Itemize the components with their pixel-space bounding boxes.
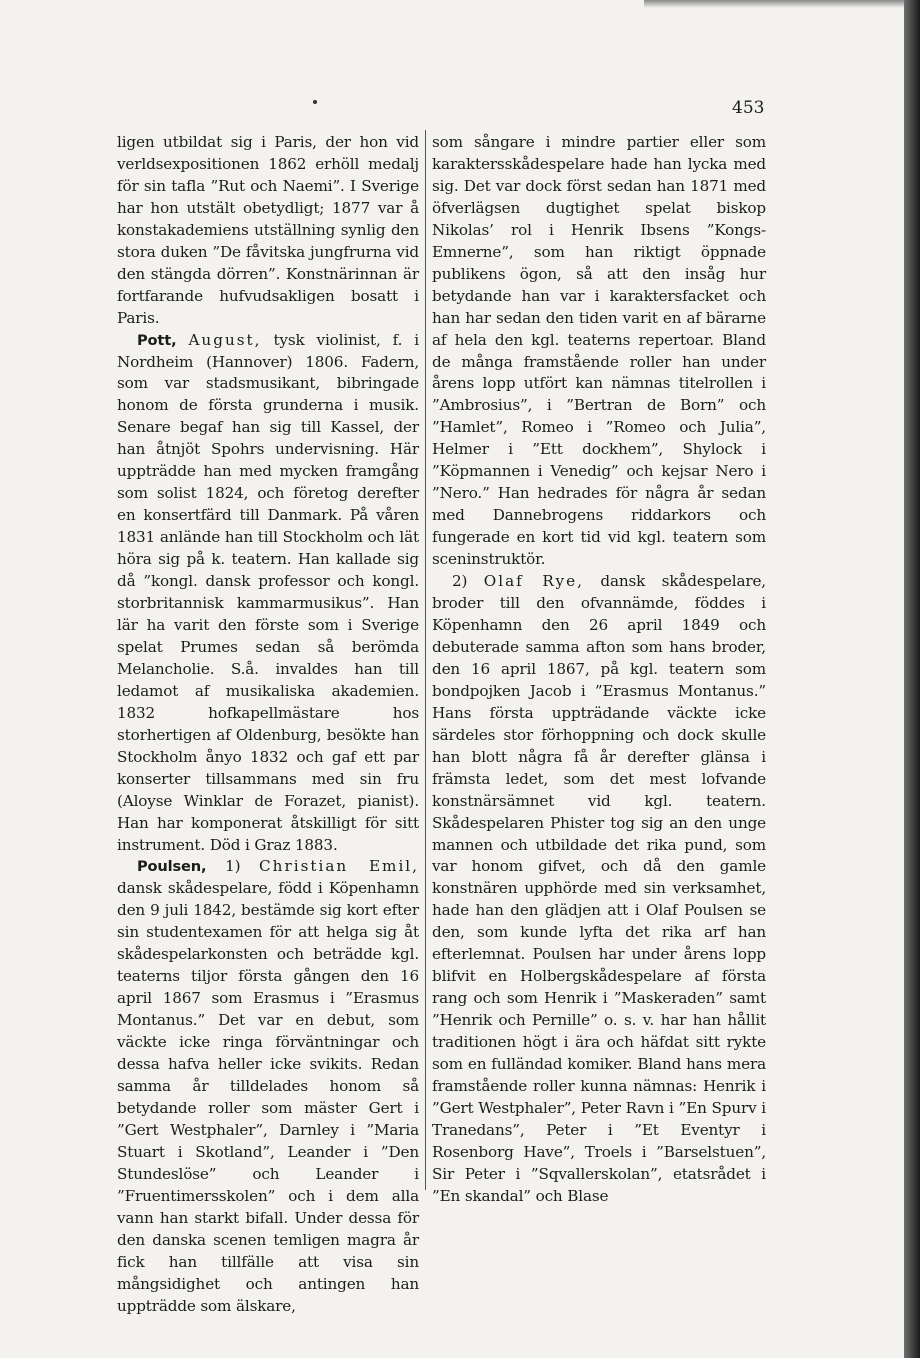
- paragraph-continued: ligen utbildat sig i Paris, der hon vid verldsexpositionen 1862 erhöll medalj för sin tafla ”Rut och Naemi”. I Sverige har hon utstält obetydligt; 1877 var å konstakademiens utställning synlig den stora duken ”De fåvitska jungfrurna vid den stängda dörren”. Konstnärinnan är fortfarande hufvudsakligen bosatt i Paris.: [117, 133, 419, 327]
- printer-mark: [313, 100, 317, 104]
- entry-pott: [117, 330, 419, 857]
- entry-given-name: Olaf Rye,: [483, 572, 584, 591]
- entry-text: dansk skådespelare, broder till den ofvannämde, föddes i Köpenhamn den 26 april 1849 och debuterade samma afton som hans broder, den 16 april 1867, på kgl. teatern som bondpojken Jacob i ”Erasmus Montanus.” Hans första uppträdande väckte icke särdeles stor förhoppning och dock skulle han blott några få år derefter glänsa i främsta ledet, som det mest lofvande konstnärsämnet vid kgl. teatern. Skådespelaren Phister tog sig an den unge mannen och utbildade det rika pund, som var honom gifvet, och då den gamle konstnären upphörde med sin verksamhet, hade han den glädjen att i Olaf Poulsen se den, som kunde lyfta det rika arf han efterlemnat. Poulsen har under årens lopp blifvit en Holbergskådespelare af första rang och som Henrik i ”Maskeraden” samt ”Henrik och Pernille” o. s. v. har han hållit traditionen högt i ära och häfdat sitt rykte som en fulländad komiker. Bland hans mera framstående roller kunna nämnas: Henrik i ”Gert Westphaler”, Peter Ravn i ”En Spurv i Tranedans”, Peter i ”Et Eventyr i Rosenborg Have”, Troels i ”Barselstuen”, Sir Peter i ”Sqvallerskolan”, etatsrådet i ”En skandal” och Blase: [432, 572, 766, 1205]
- scan-edge-right: [904, 0, 920, 1358]
- right-column: [432, 132, 766, 1208]
- column-divider: [425, 130, 426, 1190]
- scan-edge-top: [644, 0, 904, 8]
- entry-number: 2): [452, 572, 468, 591]
- entry-text: dansk skådespelare, född i Köpenhamn den 9 juli 1842, bestämde sig kort efter sin studentexamen för att helga sig åt skådespelarkonsten och beträdde kgl. teaterns tiljor första gången den 16 april 1867 som Erasmus i ”Erasmus Montanus.” Det var en debut, som väckte icke ringa förväntningar och dessa hafva heller icke svikits. Redan samma år tilldelades honom så betydande roller som mäster Gert i ”Gert Westphaler”, Darnley i ”Maria Stuart i Skotland”, Leander i ”Den Stundeslöse” och Leander i ”Fruentimersskolen” och i dem alla vann han starkt bifall. Under dessa för den danska scenen temligen magra år fick han tillfälle att visa sin mångsidighet och antingen han uppträdde som älskare,: [117, 879, 419, 1315]
- entry-headword: Pott,: [137, 331, 177, 349]
- entry-given-name: August,: [188, 330, 262, 349]
- paragraph-continued: som sångare i mindre partier eller som karaktersskådespelare hade han lycka med sig. Det var dock först sedan han 1871 med öfverlägsen dugtighet spelat biskop Nikolas’ rol i Henrik Ibsens ”Kongs-Emnerne”, som han riktigt öppnade publikens ögon, så att den insåg hur betydande han var i karaktersfacket och han har sedan den tiden varit en af bärarne af hela den kgl. teaterns repertoar. Bland de många framstående roller han under årens lopp utfört kan nämnas titelrollen i ”Ambrosius”, i ”Bertran de Born” och ”Hamlet”, Romeo i ”Romeo och Julia”, Helmer i ”Ett dockhem”, Shylock i ”Köpmannen i Venedig” och kejsar Nero i ”Nero.” Han hedrades för några år sedan med Dannebrogens riddarkors och fungerade en kort tid vid kgl. teatern som sceninstruktör.: [432, 133, 766, 569]
- entry-number: 1): [225, 857, 241, 876]
- entry-text: tysk violinist, f. i Nordheim (Hannover) 1806. Fadern, som var stadsmusikant, bibringade honom de första grunderna i musik. Senare begaf han sig till Kassel, der han åtnjöt Spohrs undervisning. Här uppträdde han med mycken framgång som solist 1824, och företog derefter en konsertfärd till Danmark. På våren 1831 anlände han till Stockholm och lät höra sig på k. teatern. Han kallade sig då ”kongl. dansk professor och kongl. storbritannisk kammarmusikus”. Han lär ha varit den förste som i Sverige spelat Prumes sedan så berömda Melancholie. S.å. invaldes han till ledamot af musikaliska akademien. 1832 hofkapellmästare hos storhertigen af Oldenburg, besökte han Stockholm ånyo 1832 och gaf ett par konserter tillsammans med sin fru (Aloyse Winklar de Forazet, pianist). Han har komponerat åtskilligt för sitt instrument. Död i Graz 1883.: [117, 330, 419, 854]
- page-number: 453: [732, 98, 765, 118]
- entry-olaf-rye: [432, 571, 766, 1208]
- entry-given-name: Christian Emil,: [259, 857, 419, 876]
- entry-poulsen: [117, 856, 419, 1317]
- entry-headword: Poulsen,: [137, 858, 207, 876]
- left-column: [117, 132, 419, 1317]
